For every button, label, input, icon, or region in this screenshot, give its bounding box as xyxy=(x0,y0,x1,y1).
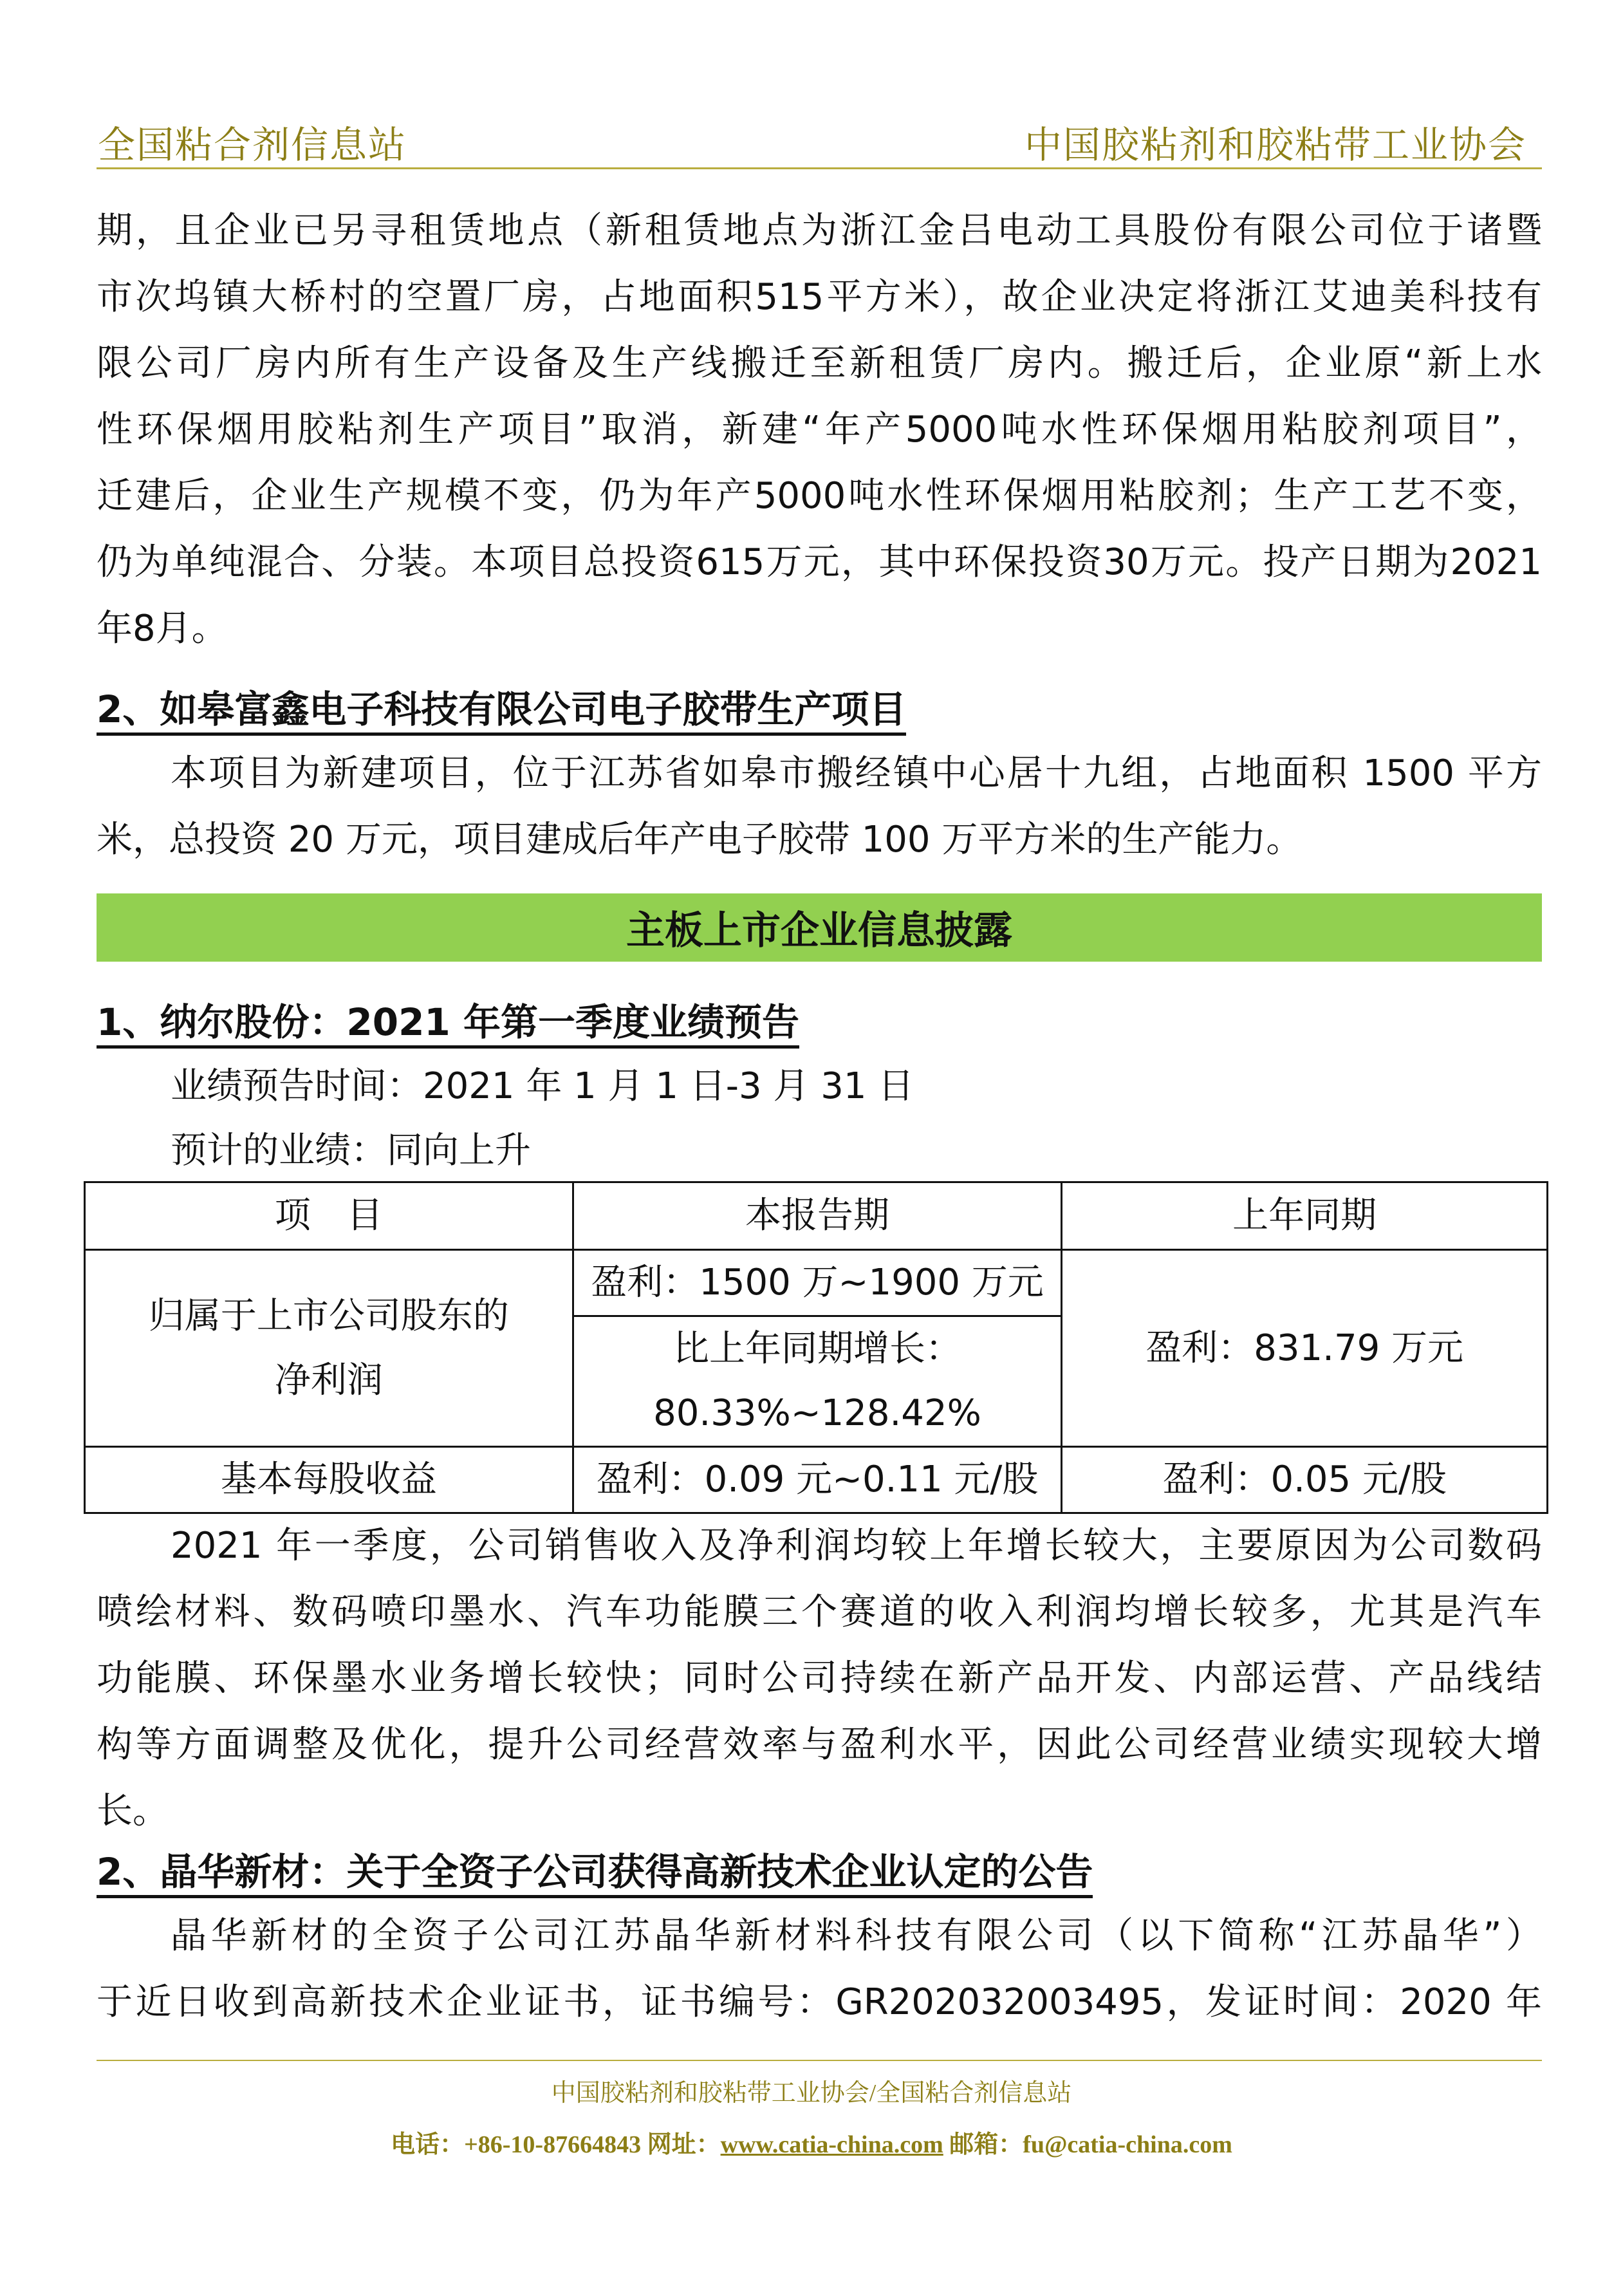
table-row xyxy=(85,1447,1548,1513)
intro-line: 仍为单纯混合、分装。本项目总投资615万元，其中环保投资30万元。投产日期为2021 xyxy=(97,541,1542,583)
footer-divider xyxy=(97,2060,1542,2061)
paragraph-line: 喷绘材料、数码喷印墨水、汽车功能膜三个赛道的收入利润均增长较多，尤其是汽车 xyxy=(97,1591,1542,1633)
net-profit-previous: 盈利：831.79 万元 xyxy=(1062,1250,1548,1447)
footer-website-link[interactable]: www.catia-china.com xyxy=(720,2131,943,2158)
section-heading-text: 2、如皋富鑫电子科技有限公司电子胶带生产项目 xyxy=(97,687,906,736)
paragraph-line: 功能膜、环保墨水业务增长较快；同时公司持续在新产品开发、内部运营、产品线结 xyxy=(97,1657,1542,1699)
intro-line: 年8月。 xyxy=(97,608,228,649)
listed-companies-banner: 主板上市企业信息披露 xyxy=(97,893,1542,962)
table-header-previous: 上年同期 xyxy=(1062,1182,1548,1250)
paragraph-line: 构等方面调整及优化，提升公司经营效率与盈利水平，因此公司经营业绩实现较大增 xyxy=(97,1724,1542,1766)
item-heading-text: 1、纳尔股份：2021 年第一季度业绩预告 xyxy=(97,1000,799,1049)
forecast-expected: 预计的业绩：同向上升 xyxy=(171,1130,531,1171)
intro-line: 迁建后，企业生产规模不变，仍为年产5000吨水性环保烟用粘胶剂；生产工艺不变， xyxy=(97,475,1542,517)
eps-current: 盈利：0.09 元~0.11 元/股 xyxy=(573,1447,1062,1513)
intro-line: 限公司厂房内所有生产设备及生产线搬迁至新租赁厂房内。搬迁后，企业原“新上水 xyxy=(97,342,1542,384)
forecast-table xyxy=(84,1181,1548,1514)
net-profit-label: 归属于上市公司股东的净利润 xyxy=(85,1250,573,1447)
paragraph-line: 米，总投资 20 万元，项目建成后年产电子胶带 100 万平方米的生产能力。 xyxy=(97,819,1303,861)
intro-line: 期，且企业已另寻租赁地点（新租赁地点为浙江金吕电动工具股份有限公司位于诸暨 xyxy=(97,210,1542,252)
paragraph-line: 长。 xyxy=(97,1790,169,1832)
header-divider xyxy=(97,167,1542,169)
table-header-item: 项 目 xyxy=(85,1182,573,1250)
item-heading-text: 2、晶华新材：关于全资子公司获得高新技术企业认定的公告 xyxy=(97,1850,1093,1898)
naer-explanation-paragraph xyxy=(97,1513,1542,1844)
net-profit-current: 盈利：1500 万~1900 万元 xyxy=(573,1250,1062,1316)
header-association-name: 中国胶粘剂和胶粘带工业协会 xyxy=(1024,123,1526,167)
jinghua-paragraph xyxy=(97,1903,1542,2035)
eps-previous: 盈利：0.05 元/股 xyxy=(1062,1447,1548,1513)
item-heading-jinghua xyxy=(97,1846,1093,1898)
eps-label: 基本每股收益 xyxy=(85,1447,573,1513)
forecast-period: 业绩预告时间：2021 年 1 月 1 日-3 月 31 日 xyxy=(171,1065,914,1107)
item-heading-naer xyxy=(97,996,799,1048)
footer-phone: 电话：+86-10-87664843 网址： xyxy=(391,2131,721,2158)
table-row xyxy=(85,1250,1548,1316)
table-header-current: 本报告期 xyxy=(573,1182,1062,1250)
paragraph-line: 晶华新材的全资子公司江苏晶华新材料科技有限公司（以下简称“江苏晶华”） xyxy=(171,1915,1542,1957)
footer-organization: 中国胶粘剂和胶粘带工业协会/全国粘合剂信息站 xyxy=(551,2080,1072,2107)
header-site-name: 全国粘合剂信息站 xyxy=(98,123,407,167)
paragraph-line: 于近日收到高新技术企业证书，证书编号：GR202032003495，发证时间：2020 年 xyxy=(97,1981,1542,2023)
footer-email: 邮箱：fu@catia-china.com xyxy=(943,2131,1232,2158)
rugao-paragraph xyxy=(97,740,1542,873)
intro-line: 市次坞镇大桥村的空置厂房，占地面积515平方米），故企业决定将浙江艾迪美科技有 xyxy=(97,276,1542,318)
intro-line: 性环保烟用胶粘剂生产项目”取消，新建“年产5000吨水性环保烟用粘胶剂项目”， xyxy=(97,409,1542,451)
footer-contact xyxy=(0,2124,1623,2160)
paragraph-line: 本项目为新建项目，位于江苏省如皋市搬经镇中心居十九组，占地面积 1500 平方 xyxy=(171,752,1542,794)
net-profit-growth: 比上年同期增长：80.33%~128.42% xyxy=(573,1316,1062,1447)
intro-paragraph xyxy=(97,198,1542,662)
section-heading-rugao xyxy=(97,684,906,735)
paragraph-line: 2021 年一季度，公司销售收入及净利润均较上年增长较大，主要原因为公司数码 xyxy=(171,1525,1542,1567)
table-header-row xyxy=(85,1182,1548,1250)
